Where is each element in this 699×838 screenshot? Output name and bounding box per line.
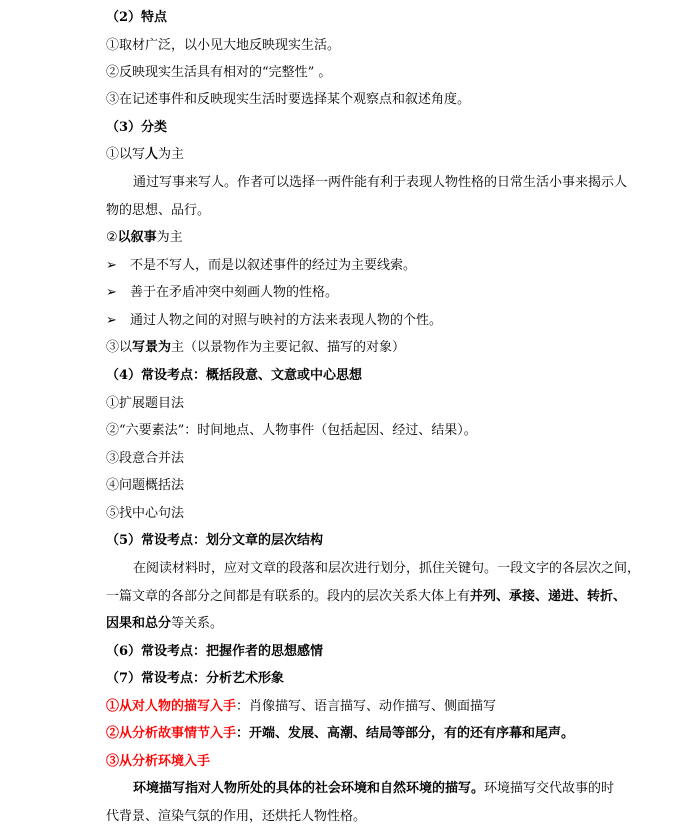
section-4-title: （4）常设考点：概括段意、文意或中心思想: [106, 368, 363, 383]
bullet-arrow-icon: ➢: [106, 258, 117, 273]
bullet-item: ➢ 善于在矛盾冲突中刻画人物的性格。: [106, 283, 607, 303]
feature-item-1: ①取材广泛，以小见大地反映现实生活。: [106, 38, 341, 53]
environment-para-line-2: 代背景、渲染气氛的作用，还烘托人物性格。: [106, 809, 367, 824]
section-3-title: （3）分类: [106, 120, 168, 135]
category-1-desc-line-2: 物的思想、品行。: [106, 203, 211, 218]
section-6-title: （6）常设考点：把握作者的思想感情: [106, 644, 324, 659]
bullet-arrow-icon: ➢: [106, 285, 117, 300]
approach-1: ①从对人物的描写入手：肖像描写、语言描写、动作描写、侧面描写: [106, 699, 497, 714]
approach-3: ③从分析环境入手: [106, 754, 211, 769]
category-1-desc-line-1: 通过写事来写人。作者可以选择一两件能有利于表现人物性格的日常生活小事来揭示人: [133, 175, 628, 190]
method-item-4: ④问题概括法: [106, 478, 185, 493]
category-2: ②以叙事为主: [106, 230, 183, 245]
category-1: ①以写人为主: [106, 147, 185, 162]
method-item-1: ①扩展题目法: [106, 396, 185, 411]
method-item-5: ⑤找中心句法: [106, 506, 185, 521]
environment-para-line-1: 环境描写指对人物所处的具体的社会环境和自然环境的描写。环境描写交代故事的时: [133, 781, 615, 796]
section-5-para-line-3: 因果和总分等关系。: [106, 616, 224, 631]
section-5-para-line-2: 一篇文章的各部分之间都是有联系的。段内的层次关系大体上有并列、承接、递进、转折、: [106, 589, 627, 604]
method-item-2: ②“六要素法”：时间地点、人物事件（包括起因、经过、结果）。: [106, 423, 477, 438]
approach-2: ②从分析故事情节入手：开端、发展、高潮、结局等部分，有的还有序幕和尾声。: [106, 726, 575, 741]
section-2-title: （2）特点: [106, 10, 168, 25]
method-item-3: ③段意合并法: [106, 451, 185, 466]
bullet-item: ➢ 不是不写人，而是以叙述事件的经过为主要线索。: [106, 256, 607, 276]
section-7-title: （7）常设考点：分析艺术形象: [106, 671, 285, 686]
section-5-title: （5）常设考点：划分文章的层次结构: [106, 533, 324, 548]
bullet-item: ➢ 通过人物之间的对照与映衬的方法来表现人物的个性。: [106, 311, 607, 331]
section-5-para-line-1: 在阅读材料时，应对文章的段落和层次进行划分，抓住关键句。一段文字的各层次之间，: [133, 561, 641, 576]
bullet-arrow-icon: ➢: [106, 313, 117, 328]
feature-item-2: ②反映现实生活具有相对的“完整性” 。: [106, 65, 332, 80]
feature-item-3: ③在记述事件和反映现实生活时要选择某个观察点和叙述角度。: [106, 92, 471, 107]
category-3: ③以写景为主（以景物作为主要记叙、描写的对象）: [106, 340, 406, 355]
